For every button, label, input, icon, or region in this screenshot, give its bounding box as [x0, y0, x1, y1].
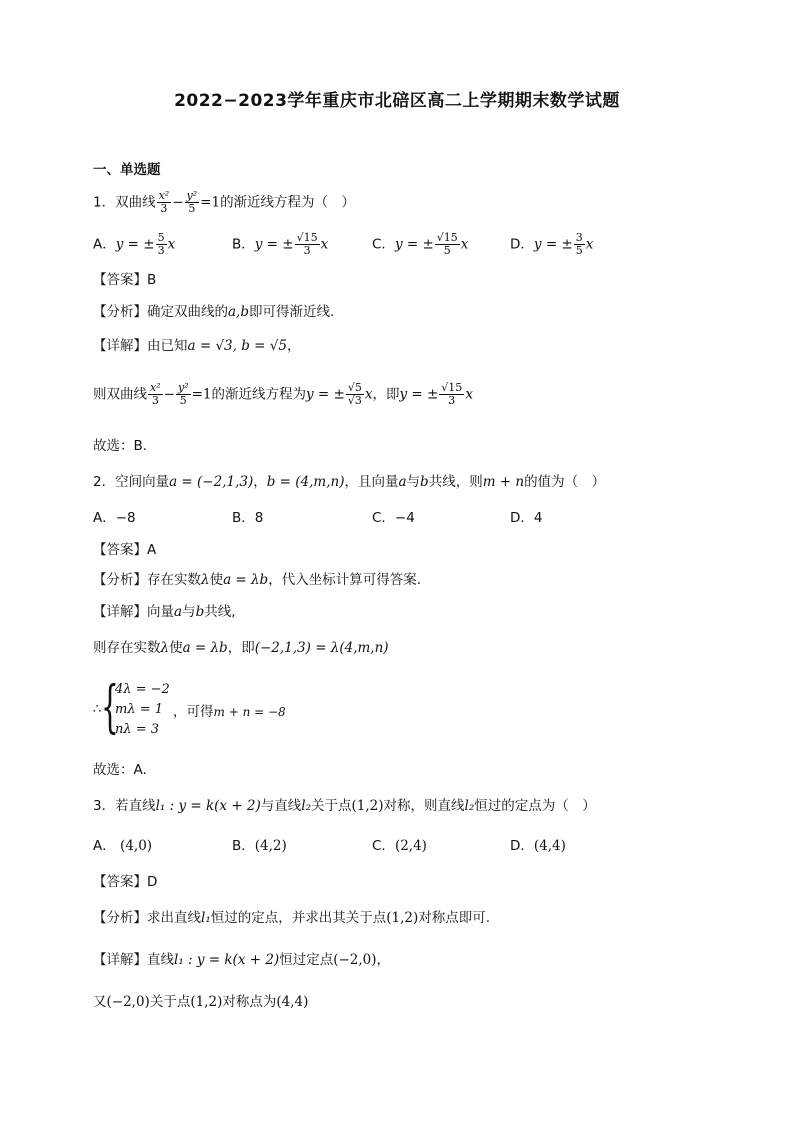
denominator: 3: [448, 394, 456, 407]
analysis-text: 即可得渐近线.: [248, 304, 335, 320]
answer-value: A: [147, 542, 157, 558]
system-equation: 4λ = −2: [115, 682, 170, 697]
q1-option-d: [510, 232, 593, 257]
detail-text: 向量: [147, 604, 174, 620]
system-equation: mλ = 1: [115, 702, 163, 717]
detail-text: ，可得: [173, 704, 214, 720]
detail-text: 恒过定点: [279, 952, 334, 968]
analysis-tag: 【分析】: [93, 304, 147, 320]
detail-text: 的渐近线方程为: [211, 386, 306, 403]
option-value: (4,4): [533, 838, 566, 854]
question-3-stem: [93, 796, 596, 816]
equation-rhs: =1: [191, 386, 212, 403]
answer-value: D: [147, 874, 158, 890]
question-number: 3．: [93, 798, 116, 814]
q1-answer: [93, 270, 156, 290]
detail-tag: 【详解】: [93, 952, 147, 968]
detail-math: (−2,1,3) = λ(4,m,n): [254, 640, 389, 656]
option-label: B．: [232, 838, 255, 854]
question-number: 1．: [93, 194, 116, 211]
stem-text: 与: [406, 474, 421, 490]
fraction: [157, 190, 172, 215]
denominator: 5: [575, 244, 583, 257]
analysis-text: 存在实数: [147, 572, 201, 588]
stem-math: l₂: [301, 798, 312, 814]
answer-tag: 【答案】: [93, 874, 147, 890]
q2-detail-line2: [93, 638, 389, 658]
detail-text: ，即: [227, 640, 255, 656]
numerator: √5: [347, 381, 362, 394]
option-value: (4,0): [120, 838, 153, 854]
numerator: y²: [177, 381, 189, 394]
detail-math: l₁ : y = k(x + 2): [174, 952, 280, 968]
answer-value: B: [147, 272, 157, 288]
detail-text: 与: [182, 604, 196, 620]
detail-math: a: [174, 604, 183, 620]
equation-rhs: =1: [200, 194, 221, 211]
question-2-stem: [93, 472, 605, 492]
option-label: A．: [93, 236, 116, 253]
question-1-stem: [93, 190, 355, 215]
vector-a-symbol: a: [398, 474, 407, 490]
denominator: 5: [179, 394, 187, 407]
stem-math: l₂: [464, 798, 475, 814]
numerator: 3: [575, 231, 583, 244]
option-var: x: [167, 236, 176, 253]
stem-text: 空间向量: [115, 474, 170, 490]
vector-b-symbol: b: [420, 474, 429, 490]
question-number: 2．: [93, 474, 116, 490]
option-math: y = ±: [115, 236, 155, 253]
denominator: 3: [303, 244, 311, 257]
stem-text: 关于点: [311, 798, 352, 814]
operator: −: [163, 386, 175, 403]
detail-math: y = ±: [305, 386, 345, 403]
detail-math: a = √3, b = √5: [187, 338, 287, 354]
system-result: [173, 700, 286, 720]
stem-math: m + n: [482, 474, 525, 490]
fraction: [176, 382, 191, 407]
detail-text: 使: [169, 640, 183, 656]
denominator: 3: [151, 394, 159, 407]
q2-answer: [93, 540, 156, 560]
option-label: D．: [510, 236, 534, 253]
fraction: [295, 232, 320, 257]
fraction: [574, 232, 585, 257]
q2-option-a: A．−8: [93, 510, 136, 526]
option-value: (2,4): [394, 838, 427, 854]
q1-option-a: [93, 232, 175, 257]
detail-math: a = λb: [182, 640, 228, 656]
analysis-text: 恒过的定点，并求出其关于点: [210, 910, 387, 926]
q3-option-d: [510, 836, 566, 856]
analysis-math: (1,2): [386, 910, 419, 926]
option-math: y = ±: [533, 236, 573, 253]
system-equation: nλ = 3: [115, 722, 160, 737]
option-label: D．: [510, 838, 534, 854]
q1-conclusion: 故选：B.: [93, 438, 148, 454]
detail-text: 则双曲线: [93, 386, 147, 403]
q3-option-c: [372, 836, 427, 856]
detail-math: m + n = −8: [213, 705, 286, 719]
numerator: x²: [150, 381, 161, 394]
stem-text: 的值为（ ）: [524, 474, 606, 490]
option-math: y = ±: [254, 236, 294, 253]
analysis-math: λ: [201, 572, 210, 588]
detail-text: 共线,: [204, 604, 236, 620]
detail-text: 由已知: [147, 338, 188, 354]
detail-text: 直线: [147, 952, 174, 968]
stem-text: 与直线: [260, 798, 302, 814]
detail-text: 关于点: [149, 994, 191, 1010]
answer-tag: 【答案】: [93, 272, 147, 288]
operator: −: [172, 194, 184, 211]
stem-text: 若直线: [115, 798, 156, 814]
option-label: C．: [372, 236, 395, 253]
q1-detail-line2: 则双曲线 $\frac{\text{x²}}{3}$ − $\frac{\text{y²}}{5}$ =1的渐近线方程为y = ± $\frac{√5}{√3}$ x，即y = ± $\frac{√15}{3}$ x: [93, 381, 473, 407]
analysis-tag: 【分析】: [93, 572, 147, 588]
q2-option-b: B．8: [232, 510, 264, 526]
detail-tag: 【详解】: [93, 338, 147, 354]
q2-conclusion: 故选：A.: [93, 762, 147, 778]
analysis-text: 求出直线: [147, 910, 201, 926]
detail-math: y = ±: [399, 386, 439, 403]
stem-math: (1,2): [351, 798, 384, 814]
option-value: (4,2): [254, 838, 287, 854]
analysis-math: a,b: [228, 304, 249, 320]
numerator: 5: [157, 231, 165, 244]
stem-text: 恒过的定点为（ ）: [474, 798, 596, 814]
denominator: 5: [188, 202, 196, 215]
fraction: [435, 232, 460, 257]
option-var: x: [585, 236, 594, 253]
numerator: √15: [296, 231, 318, 244]
analysis-text: 对称点即可.: [418, 910, 491, 926]
detail-math: (1,2): [190, 994, 223, 1010]
stem-text: 双曲线: [115, 194, 156, 211]
denominator: √3: [347, 394, 362, 407]
option-label: C．: [372, 838, 395, 854]
option-var: x: [460, 236, 469, 253]
detail-math: (4,4): [276, 994, 309, 1010]
numerator: y²: [186, 189, 198, 202]
numerator: √15: [436, 231, 458, 244]
q3-detail-line2: [93, 992, 308, 1012]
vector-a: a = (−2,1,3): [169, 474, 254, 490]
q1-option-c: [372, 232, 468, 257]
analysis-text: 确定双曲线的: [147, 304, 228, 320]
numerator: √15: [441, 381, 463, 394]
fraction: [439, 382, 464, 407]
option-label: B．: [232, 236, 255, 253]
vector-b: b = (4,m,n): [266, 474, 345, 490]
stem-text: 对称，则直线: [383, 798, 465, 814]
q3-option-a: [93, 836, 152, 856]
q3-answer: [93, 872, 157, 892]
fraction: [185, 190, 200, 215]
detail-text: 对称点为: [222, 994, 277, 1010]
option-var: x: [320, 236, 329, 253]
page-title: 2022−2023学年重庆市北碚区高二上学期期末数学试题: [174, 91, 620, 111]
q2-analysis: [93, 570, 421, 590]
detail-math: b: [195, 604, 205, 620]
fraction: [346, 382, 364, 407]
detail-math: λ: [160, 640, 170, 656]
q1-option-b: [232, 232, 328, 257]
denominator: 5: [443, 244, 451, 257]
analysis-math: a = λb: [223, 572, 269, 588]
answer-tag: 【答案】: [93, 542, 147, 558]
denominator: 3: [160, 202, 168, 215]
q3-option-b: [232, 836, 287, 856]
q2-option-d: D．4: [510, 510, 543, 526]
equation-system: [93, 675, 393, 740]
detail-math: (−2,0): [333, 952, 377, 968]
detail-tag: 【详解】: [93, 604, 147, 620]
analysis-math: l₁: [201, 910, 211, 926]
detail-text: ，: [376, 952, 391, 968]
q3-detail: [93, 950, 390, 970]
detail-text: 则存在实数: [93, 640, 161, 656]
stem-math: l₁ : y = k(x + 2): [155, 798, 261, 814]
detail-text: ，: [286, 338, 301, 354]
detail-text: ，即: [372, 386, 400, 403]
detail-text: 又: [93, 994, 107, 1010]
option-label: A．: [93, 838, 116, 854]
q1-detail: [93, 336, 300, 356]
analysis-text: 使: [209, 572, 224, 588]
fraction: [148, 382, 163, 407]
stem-text: ，且向量: [344, 474, 399, 490]
denominator: 3: [157, 244, 165, 257]
brace-symbol: {: [101, 675, 119, 740]
q1-analysis: [93, 302, 334, 322]
option-math: y = ±: [394, 236, 434, 253]
section-heading: 一、单选题: [93, 162, 161, 178]
q3-analysis: [93, 908, 490, 928]
detail-math: (−2,0): [106, 994, 150, 1010]
therefore-symbol: ∴: [93, 702, 102, 717]
stem-text: 的渐近线方程为（ ）: [220, 194, 356, 211]
fraction: [156, 232, 167, 257]
stem-text: ，: [253, 474, 267, 490]
q2-option-c: C．−4: [372, 510, 415, 526]
analysis-tag: 【分析】: [93, 910, 147, 926]
q2-detail: [93, 602, 236, 622]
stem-text: 共线，则: [428, 474, 483, 490]
numerator: x²: [158, 189, 170, 202]
analysis-text: ，代入坐标计算可得答案.: [268, 572, 421, 588]
